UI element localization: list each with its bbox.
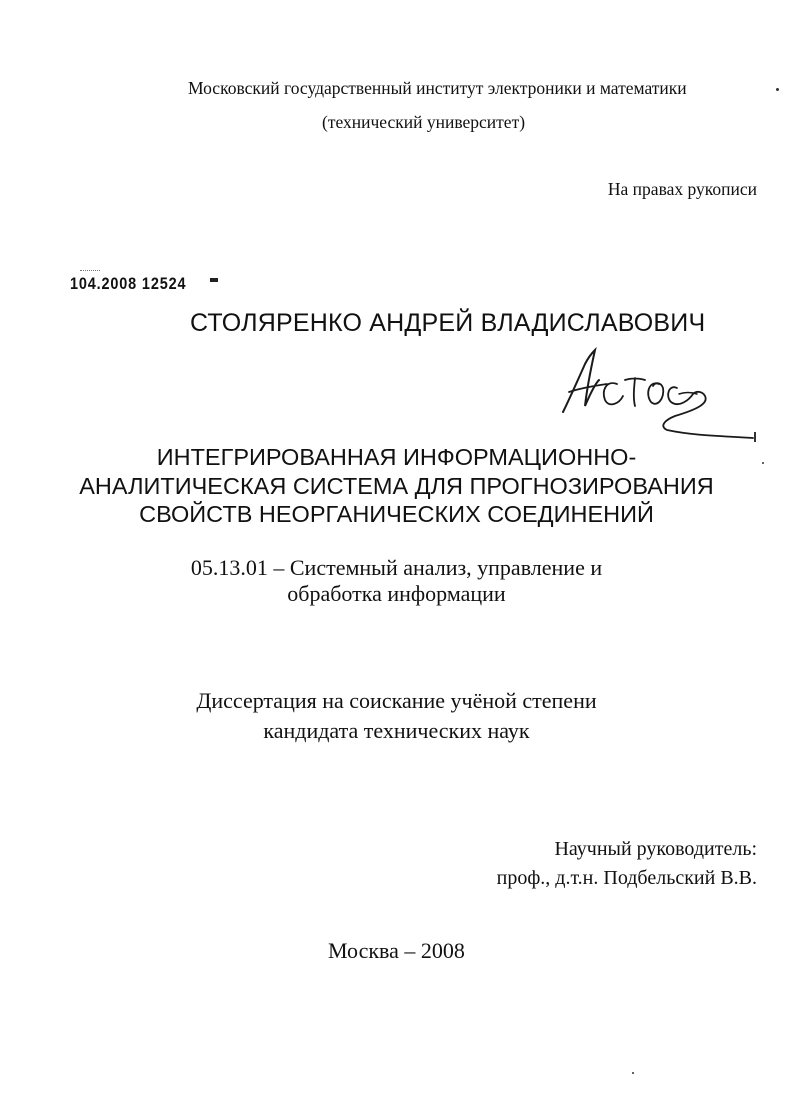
specialty-code xyxy=(0,555,793,606)
dissertation-title xyxy=(0,443,793,529)
degree-statement xyxy=(0,686,793,746)
registration-number: 104.2008 12524 xyxy=(70,274,187,293)
scan-speck xyxy=(776,88,779,91)
specialty-line-2: обработка информации xyxy=(287,580,506,606)
registration-stamp-mark xyxy=(210,278,218,282)
supervisor-label: Научный руководитель: xyxy=(554,838,757,860)
author-name: СТОЛЯРЕНКО АНДРЕЙ ВЛАДИСЛАВОВИЧ xyxy=(190,309,706,337)
degree-line-2: кандидата технических наук xyxy=(263,718,530,743)
specialty-line-1: 05.13.01 – Системный анализ, управление и xyxy=(190,555,603,580)
supervisor-name: проф., д.т.н. Подбельский В.В. xyxy=(496,867,757,889)
title-line-3: СВОЙСТВ НЕОРГАНИЧЕСКИХ СОЕДИНЕНИЙ xyxy=(139,501,654,527)
title-line-1: ИНТЕГРИРОВАННАЯ ИНФОРМАЦИОННО- xyxy=(156,444,637,470)
supervisor-block xyxy=(397,835,757,893)
institute-subtitle: (технический университет) xyxy=(322,112,526,132)
institute-name: Московский государственный институт электроники и математики xyxy=(188,78,687,98)
manuscript-note: На правах рукописи xyxy=(607,179,757,199)
handwritten-signature xyxy=(555,340,765,450)
scan-speck xyxy=(754,432,756,442)
degree-line-1: Диссертация на соискание учёной степени xyxy=(196,688,597,713)
scan-speck xyxy=(762,462,764,464)
city-year: Москва – 2008 xyxy=(328,938,465,963)
title-line-2: АНАЛИТИЧЕСКАЯ СИСТЕМА ДЛЯ ПРОГНОЗИРОВАНИЯ xyxy=(79,472,714,499)
scan-speck xyxy=(632,1072,634,1074)
